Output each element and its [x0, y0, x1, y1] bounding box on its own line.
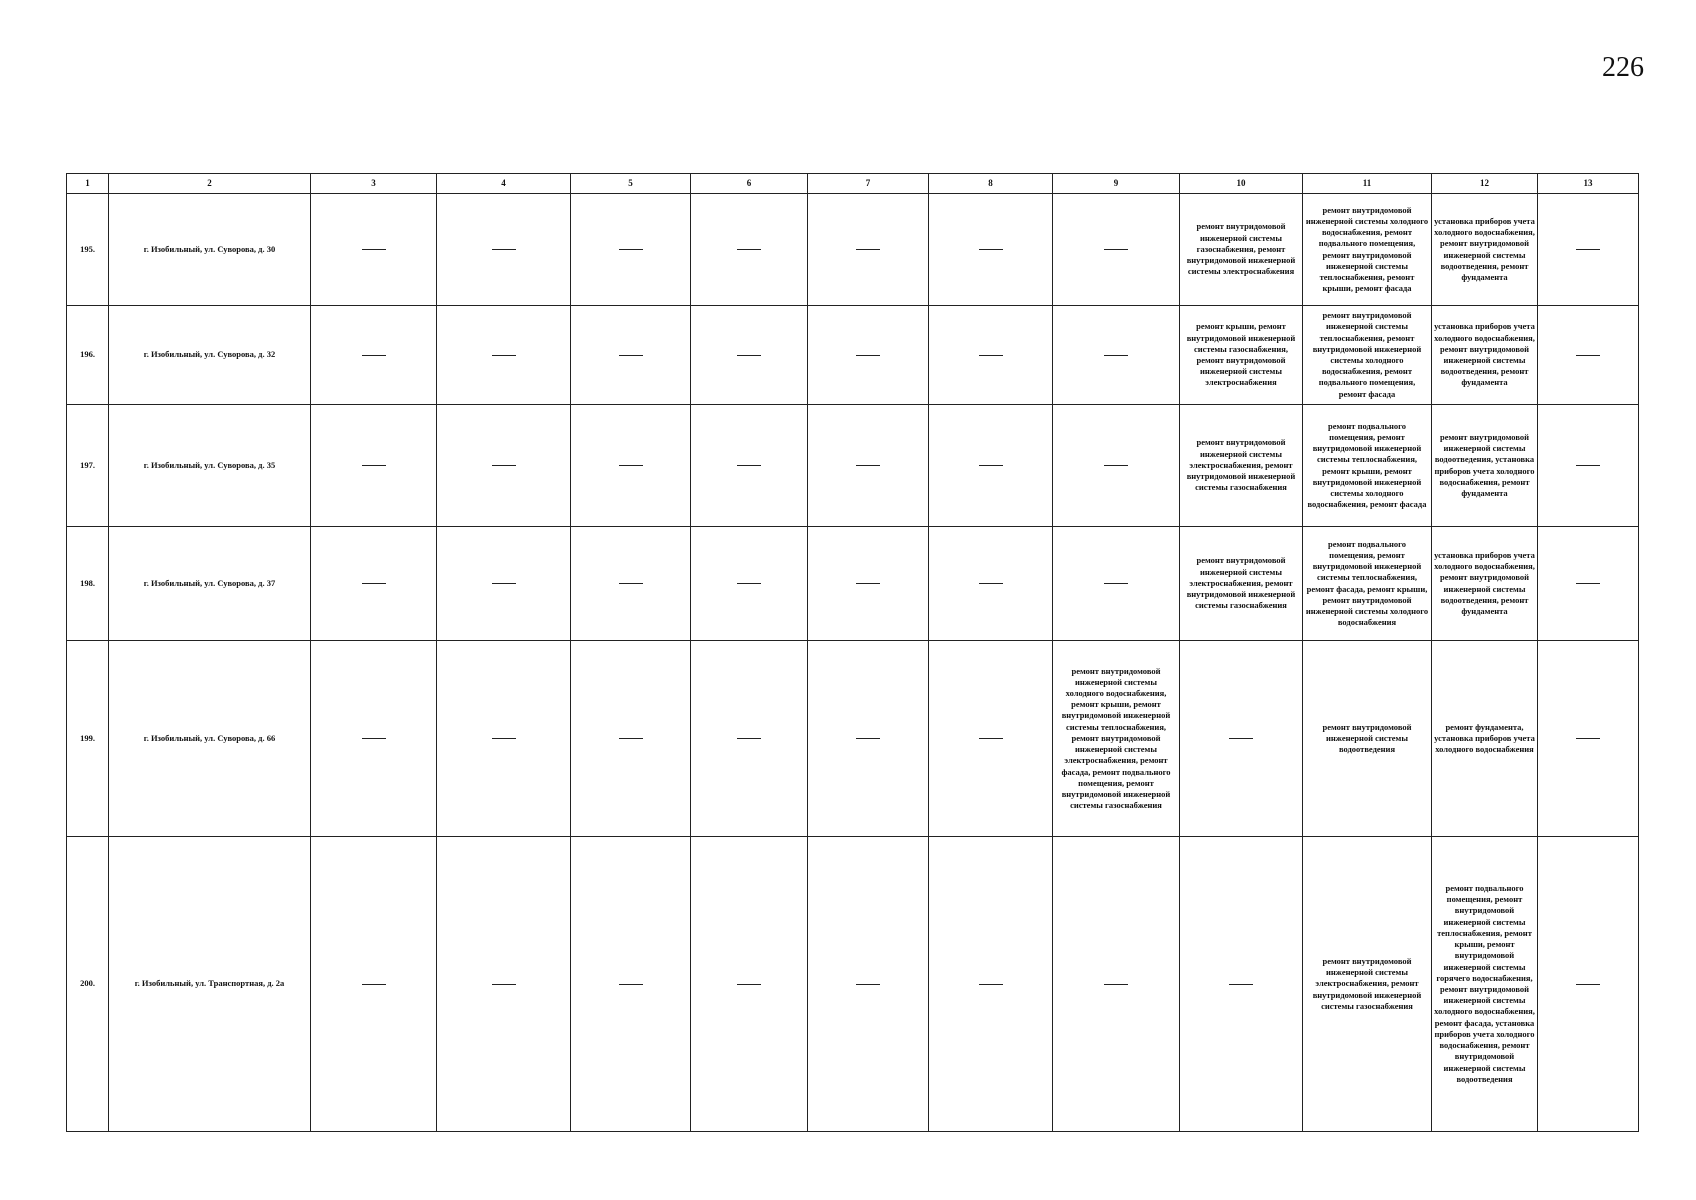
- empty-cell: [437, 194, 571, 306]
- dash-mark: [979, 583, 1003, 584]
- works-cell: ремонт внутридомовой инженерной системы теплоснабжения, ремонт внутридомовой инженерной системы холодного водоснабжения, ремонт подвального помещения, ремонт фасада: [1303, 306, 1432, 405]
- works-cell: ремонт фундамента, установка приборов учета холодного водоснабжения: [1432, 641, 1538, 837]
- dash-mark: [492, 465, 516, 466]
- empty-cell: [437, 837, 571, 1132]
- dash-mark: [737, 738, 761, 739]
- works-cell: ремонт внутридомовой инженерной системы водоотведения, установка приборов учета холодного водоснабжения, ремонт фундамента: [1432, 405, 1538, 527]
- dash-mark: [492, 738, 516, 739]
- row-address: г. Изобильный, ул. Суворова, д. 37: [109, 527, 311, 641]
- table-row: [67, 641, 1639, 837]
- column-header: 13: [1538, 174, 1639, 194]
- dash-mark: [619, 984, 643, 985]
- dash-mark: [856, 984, 880, 985]
- column-header: 2: [109, 174, 311, 194]
- works-cell: установка приборов учета холодного водоснабжения, ремонт внутридомовой инженерной системы водоотведения, ремонт фундамента: [1432, 527, 1538, 641]
- column-header: 6: [691, 174, 808, 194]
- dash-mark: [362, 984, 386, 985]
- dash-mark: [737, 355, 761, 356]
- empty-cell: [437, 405, 571, 527]
- dash-mark: [856, 738, 880, 739]
- empty-cell: [311, 641, 437, 837]
- empty-cell: [1180, 641, 1303, 837]
- column-header: 7: [808, 174, 929, 194]
- dash-mark: [619, 355, 643, 356]
- empty-cell: [929, 527, 1053, 641]
- empty-cell: [311, 527, 437, 641]
- empty-cell: [571, 306, 691, 405]
- dash-mark: [492, 583, 516, 584]
- dash-mark: [362, 249, 386, 250]
- empty-cell: [808, 405, 929, 527]
- empty-cell: [1538, 527, 1639, 641]
- empty-cell: [1053, 527, 1180, 641]
- dash-mark: [979, 249, 1003, 250]
- empty-cell: [691, 837, 808, 1132]
- dash-mark: [619, 465, 643, 466]
- dash-mark: [1576, 465, 1600, 466]
- empty-cell: [1053, 194, 1180, 306]
- row-number: 199.: [67, 641, 109, 837]
- row-address: г. Изобильный, ул. Суворова, д. 30: [109, 194, 311, 306]
- dash-mark: [979, 738, 1003, 739]
- row-number: 200.: [67, 837, 109, 1132]
- empty-cell: [1180, 837, 1303, 1132]
- empty-cell: [311, 837, 437, 1132]
- column-header: 8: [929, 174, 1053, 194]
- dash-mark: [362, 583, 386, 584]
- works-cell: ремонт внутридомовой инженерной системы холодного водоснабжения, ремонт крыши, ремонт внутридомовой инженерной системы теплоснабжения, ремонт внутридомовой инженерной системы электроснабжения, ремонт фасада, ремонт подвального помещения, ремонт внутридомовой инженерной системы газоснабжения: [1053, 641, 1180, 837]
- row-number: 196.: [67, 306, 109, 405]
- dash-mark: [619, 249, 643, 250]
- works-cell: ремонт внутридомовой инженерной системы газоснабжения, ремонт внутридомовой инженерной системы электроснабжения: [1180, 194, 1303, 306]
- empty-cell: [311, 306, 437, 405]
- dash-mark: [1576, 355, 1600, 356]
- dash-mark: [362, 355, 386, 356]
- dash-mark: [1104, 249, 1128, 250]
- dash-mark: [619, 583, 643, 584]
- works-cell: ремонт крыши, ремонт внутридомовой инженерной системы газоснабжения, ремонт внутридомовой инженерной системы электроснабжения: [1180, 306, 1303, 405]
- row-address: г. Изобильный, ул. Суворова, д. 35: [109, 405, 311, 527]
- row-address: г. Изобильный, ул. Транспортная, д. 2а: [109, 837, 311, 1132]
- dash-mark: [1576, 738, 1600, 739]
- works-cell: ремонт внутридомовой инженерной системы электроснабжения, ремонт внутридомовой инженерной системы газоснабжения: [1303, 837, 1432, 1132]
- column-header: 5: [571, 174, 691, 194]
- empty-cell: [929, 306, 1053, 405]
- table-row: [67, 405, 1639, 527]
- empty-cell: [1538, 837, 1639, 1132]
- column-header: 10: [1180, 174, 1303, 194]
- dash-mark: [492, 984, 516, 985]
- empty-cell: [1538, 194, 1639, 306]
- table-row: [67, 837, 1639, 1132]
- empty-cell: [808, 306, 929, 405]
- dash-mark: [979, 355, 1003, 356]
- dash-mark: [362, 738, 386, 739]
- dash-mark: [1576, 583, 1600, 584]
- page-number: 226: [1602, 52, 1644, 83]
- table-row: [67, 306, 1639, 405]
- empty-cell: [571, 641, 691, 837]
- column-header: 11: [1303, 174, 1432, 194]
- empty-cell: [929, 405, 1053, 527]
- dash-mark: [1229, 984, 1253, 985]
- dash-mark: [1104, 355, 1128, 356]
- dash-mark: [979, 465, 1003, 466]
- empty-cell: [808, 837, 929, 1132]
- empty-cell: [808, 194, 929, 306]
- dash-mark: [1229, 738, 1253, 739]
- row-address: г. Изобильный, ул. Суворова, д. 32: [109, 306, 311, 405]
- empty-cell: [1053, 405, 1180, 527]
- dash-mark: [492, 249, 516, 250]
- dash-mark: [619, 738, 643, 739]
- dash-mark: [737, 583, 761, 584]
- empty-cell: [1538, 306, 1639, 405]
- empty-cell: [437, 641, 571, 837]
- column-header: 1: [67, 174, 109, 194]
- works-cell: ремонт подвального помещения, ремонт внутридомовой инженерной системы теплоснабжения, ремонт крыши, ремонт внутридомовой инженерной системы горячего водоснабжения, ремонт внутридомовой инженерной системы холодного водоснабжения, ремонт фасада, установка приборов учета холодного водоснабжения, ремонт внутридомовой инженерной системы водоотведения: [1432, 837, 1538, 1132]
- dash-mark: [1104, 583, 1128, 584]
- empty-cell: [571, 837, 691, 1132]
- empty-cell: [437, 306, 571, 405]
- dash-mark: [856, 465, 880, 466]
- empty-cell: [929, 641, 1053, 837]
- works-cell: ремонт подвального помещения, ремонт внутридомовой инженерной системы теплоснабжения, ремонт фасада, ремонт крыши, ремонт внутридомовой инженерной системы холодного водоснабжения: [1303, 527, 1432, 641]
- dash-mark: [1104, 984, 1128, 985]
- dash-mark: [737, 984, 761, 985]
- dash-mark: [1104, 465, 1128, 466]
- dash-mark: [979, 984, 1003, 985]
- dash-mark: [856, 583, 880, 584]
- works-cell: ремонт внутридомовой инженерной системы электроснабжения, ремонт внутридомовой инженерной системы газоснабжения: [1180, 527, 1303, 641]
- empty-cell: [691, 641, 808, 837]
- row-number: 198.: [67, 527, 109, 641]
- dash-mark: [1576, 249, 1600, 250]
- works-cell: установка приборов учета холодного водоснабжения, ремонт внутридомовой инженерной системы водоотведения, ремонт фундамента: [1432, 194, 1538, 306]
- empty-cell: [691, 405, 808, 527]
- table-row: [67, 527, 1639, 641]
- empty-cell: [1538, 405, 1639, 527]
- empty-cell: [311, 194, 437, 306]
- empty-cell: [691, 527, 808, 641]
- empty-cell: [571, 194, 691, 306]
- empty-cell: [691, 306, 808, 405]
- column-header: 9: [1053, 174, 1180, 194]
- works-cell: ремонт внутридомовой инженерной системы холодного водоснабжения, ремонт подвального помещения, ремонт внутридомовой инженерной системы теплоснабжения, ремонт крыши, ремонт фасада: [1303, 194, 1432, 306]
- works-cell: ремонт внутридомовой инженерной системы электроснабжения, ремонт внутридомовой инженерной системы газоснабжения: [1180, 405, 1303, 527]
- repair-schedule-table: [66, 173, 1639, 1132]
- empty-cell: [1053, 306, 1180, 405]
- dash-mark: [856, 249, 880, 250]
- column-header: 12: [1432, 174, 1538, 194]
- empty-cell: [929, 837, 1053, 1132]
- row-address: г. Изобильный, ул. Суворова, д. 66: [109, 641, 311, 837]
- row-number: 197.: [67, 405, 109, 527]
- empty-cell: [1053, 837, 1180, 1132]
- empty-cell: [691, 194, 808, 306]
- empty-cell: [571, 405, 691, 527]
- column-number-row: [67, 174, 1639, 194]
- empty-cell: [808, 641, 929, 837]
- empty-cell: [1538, 641, 1639, 837]
- dash-mark: [856, 355, 880, 356]
- dash-mark: [737, 465, 761, 466]
- dash-mark: [362, 465, 386, 466]
- empty-cell: [808, 527, 929, 641]
- table-row: [67, 194, 1639, 306]
- empty-cell: [437, 527, 571, 641]
- works-cell: ремонт подвального помещения, ремонт внутридомовой инженерной системы теплоснабжения, ремонт крыши, ремонт внутридомовой инженерной системы холодного водоснабжения, ремонт фасада: [1303, 405, 1432, 527]
- works-cell: ремонт внутридомовой инженерной системы водоотведения: [1303, 641, 1432, 837]
- works-cell: установка приборов учета холодного водоснабжения, ремонт внутридомовой инженерной системы водоотведения, ремонт фундамента: [1432, 306, 1538, 405]
- dash-mark: [737, 249, 761, 250]
- empty-cell: [311, 405, 437, 527]
- column-header: 3: [311, 174, 437, 194]
- column-header: 4: [437, 174, 571, 194]
- empty-cell: [571, 527, 691, 641]
- row-number: 195.: [67, 194, 109, 306]
- empty-cell: [929, 194, 1053, 306]
- dash-mark: [1576, 984, 1600, 985]
- dash-mark: [492, 355, 516, 356]
